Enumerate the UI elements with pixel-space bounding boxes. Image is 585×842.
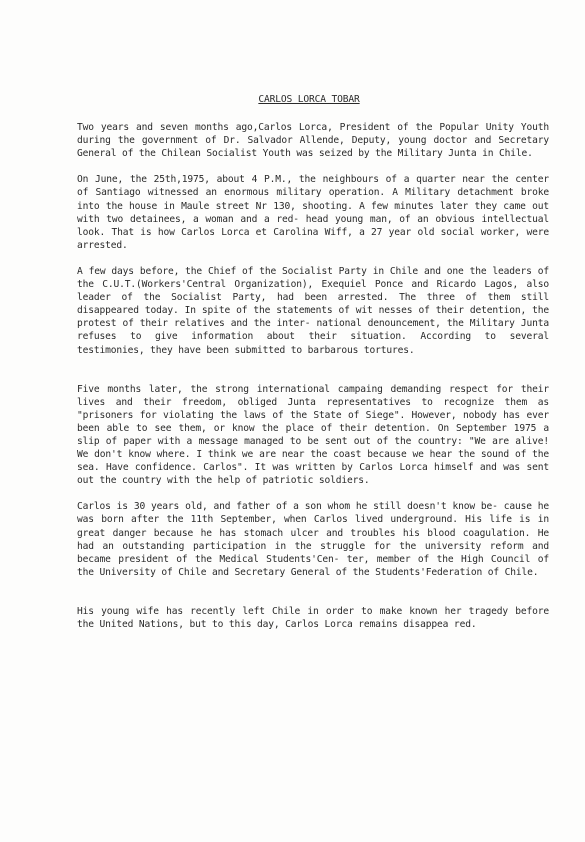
document-title: CARLOS LORCA TOBAR xyxy=(258,94,360,105)
document-body xyxy=(77,93,549,631)
paragraph-4: Five months later, the strong international campaing demanding respect for their lives and their freedom, obliged Junta representatives to recognize them as "prisoners for violating the laws of the State of Siege". However, nobody has ever been able to see them, or know the place of their detention. On September 1975 a slip of paper with a message managed to be sent out of the country: "We are alive! We don't know where. I think we are near the coast because we hear the sound of the sea. Have confidence. Carlos". It was written by Carlos Lorca himself and was sent out the country with the help of patriotic soldiers. xyxy=(77,383,549,487)
paragraph-1: Two years and seven months ago,Carlos Lorca, President of the Popular Unity Youth during the government of Dr. Salvador Allende, Deputy, young doctor and Secretary General of the Chilean Socialist Youth was seized by the Military Junta in Chile. xyxy=(77,122,549,160)
paragraph-3: A few days before, the Chief of the Socialist Party in Chile and one the leaders of the C.U.T.(Workers'Central Organization), Exequiel Ponce and Ricardo Lagos, also leader of the Socialist Party, had been arrested. The three of them still disappeared today. In spite of the statements of wit nesses of their detention, the protest of their relatives and the inter- national denouncement, the Military Junta refuses to give information about their situation. According to several testimonies, they have been submitted to barbarous tortures. xyxy=(77,265,549,356)
paragraph-6: His young wife has recently left Chile in order to make known her tragedy before the United Nations, but to this day, Carlos Lorca remains disappea red. xyxy=(77,605,549,630)
paragraph-2: On June, the 25th,1975, about 4 P.M., the neighbours of a quarter near the center of Santiago witnessed an enormous military operation. A Military detachment broke into the house in Maule street Nr 130, shooting. A few minutes later they came out with two detainees, a woman and a red- head young man, of an obvious intellectual look. That is how Carlos Lorca et Carolina Wiff, a 27 year old social worker, were arrested. xyxy=(77,174,549,251)
paragraph-5: Carlos is 30 years old, and father of a son whom he still doesn't know be- cause he was born after the 11th September, when Carlos lived underground. His life is in great danger because he has stomach ulcer and troubles his blood coagulation. He had an outstanding participation in the struggle for the university reform and became president of the Medical Students'Cen- ter, member of the High Council of the University of Chile and Secretary General of the Students'Federation of Chile. xyxy=(77,501,549,578)
